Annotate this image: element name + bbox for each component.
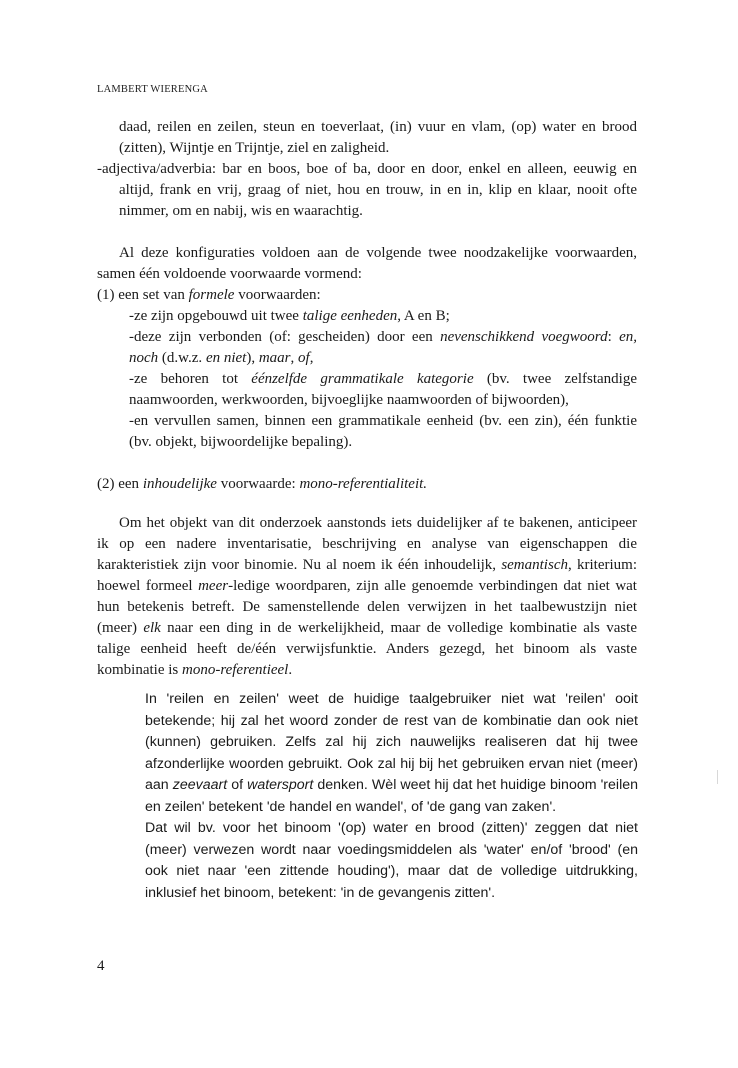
condition-1-item: -en vervullen samen, binnen een grammatikale eenheid (bv. een zin), één funktie (bv. objekt, bijwoordelijke bepaling). bbox=[129, 413, 637, 450]
condition-1-item: -ze zijn opgebouwd uit twee talige eenheden, A en B; bbox=[129, 308, 450, 324]
condition-2: (2) een inhoudelijke voorwaarde: mono-referentialiteit. bbox=[97, 476, 428, 492]
quote-paragraph-1: In 'reilen en zeilen' weet de huidige taalgebruiker niet wat 'reilen' ooit betekende; hij zal het woord zonder de rest van de kombinatie dan ook niet (kunnen) gebruiken. Zelfs zal hij zich nauwelijks realiseren dat hij twee afzonderlijke woorden gebruikt. Ook zal hij bij het gebruiken ervan niet (meer) aan zeevaart of watersport denken. Wèl weet hij dat het huidige binoom 'reilen en zeilen' betekent 'de handel en wandel', of 'de gang van zaken'. bbox=[145, 691, 639, 815]
scan-mark bbox=[717, 770, 718, 784]
paragraph-text: Om het objekt van dit onderzoek aanstonds iets duidelijker af te bakenen, anticipeer ik op een nadere inventarisatie, beschrijving en analyse van eigenschappen die karakteristiek zijn voor binomie. Nu al noem ik één inhoudelijk, semantisch, kriterium: hoewel formeel meer-ledige woordparen, zijn alle genoemde verbindingen dat niet wat hun betekenis betreft. De samenstellende delen verwijzen in het taalbewustzijn niet (meer) elk naar een ding in de werkelijkheid, maar de volledige kombinatie als vaste talige eenheid heeft de/één verwijsfunktie. Anders gezegd, het binoom als vaste kombinatie is mono-referentieel. bbox=[97, 515, 638, 678]
condition-1-item: -ze behoren tot éénzelfde grammatikale kategorie (bv. twee zelfstandige naamwoorden, werkwoorden, bijvoeglijke naamwoorden of bijwoorden), bbox=[129, 371, 637, 408]
page-number: 4 bbox=[97, 958, 105, 974]
main-paragraph bbox=[97, 513, 637, 681]
condition-1: (1) een set van formele voorwaarden: bbox=[97, 287, 321, 303]
list-line-substantiva: daad, reilen en zeilen, steun en toeverlaat, (in) vuur en vlam, (op) water en brood (zitten), Wijntje en Trijntje, ziel en zaligheid. bbox=[119, 119, 637, 156]
condition-1-item: -deze zijn verbonden (of: gescheiden) door een nevenschikkend voegwoord: en, noch (d.w.z. en niet), maar, of, bbox=[129, 329, 637, 366]
quote-paragraph-2: Dat wil bv. voor het binoom '(op) water en brood (zitten)' zeggen dat niet (meer) verwezen wordt naar voedingsmiddelen als 'water' en/of 'brood' (en ook niet naar 'een zittende houding'), maar dat de volledige uitdrukking, inklusief het binoom, betekent: 'in de gevangenis zitten'. bbox=[145, 820, 638, 901]
conditions-section bbox=[97, 243, 637, 495]
running-head: LAMBERT WIERENGA bbox=[97, 84, 208, 95]
list-line-adjectiva: -adjectiva/adverbia: bar en boos, boe of ba, door en door, enkel en alleen, eeuwig en altijd, frank en vrij, graag of niet, hou en trouw, in en in, klip en klaar, nooit ofte nimmer, om en nabij, wis en waarachtig. bbox=[97, 161, 637, 219]
list-continuation bbox=[97, 117, 637, 222]
block-quote bbox=[145, 689, 638, 904]
conditions-intro: Al deze konfiguraties voldoen aan de volgende twee noodzakelijke voorwaarden, samen één voldoende voorwaarde vormend: bbox=[97, 245, 637, 282]
